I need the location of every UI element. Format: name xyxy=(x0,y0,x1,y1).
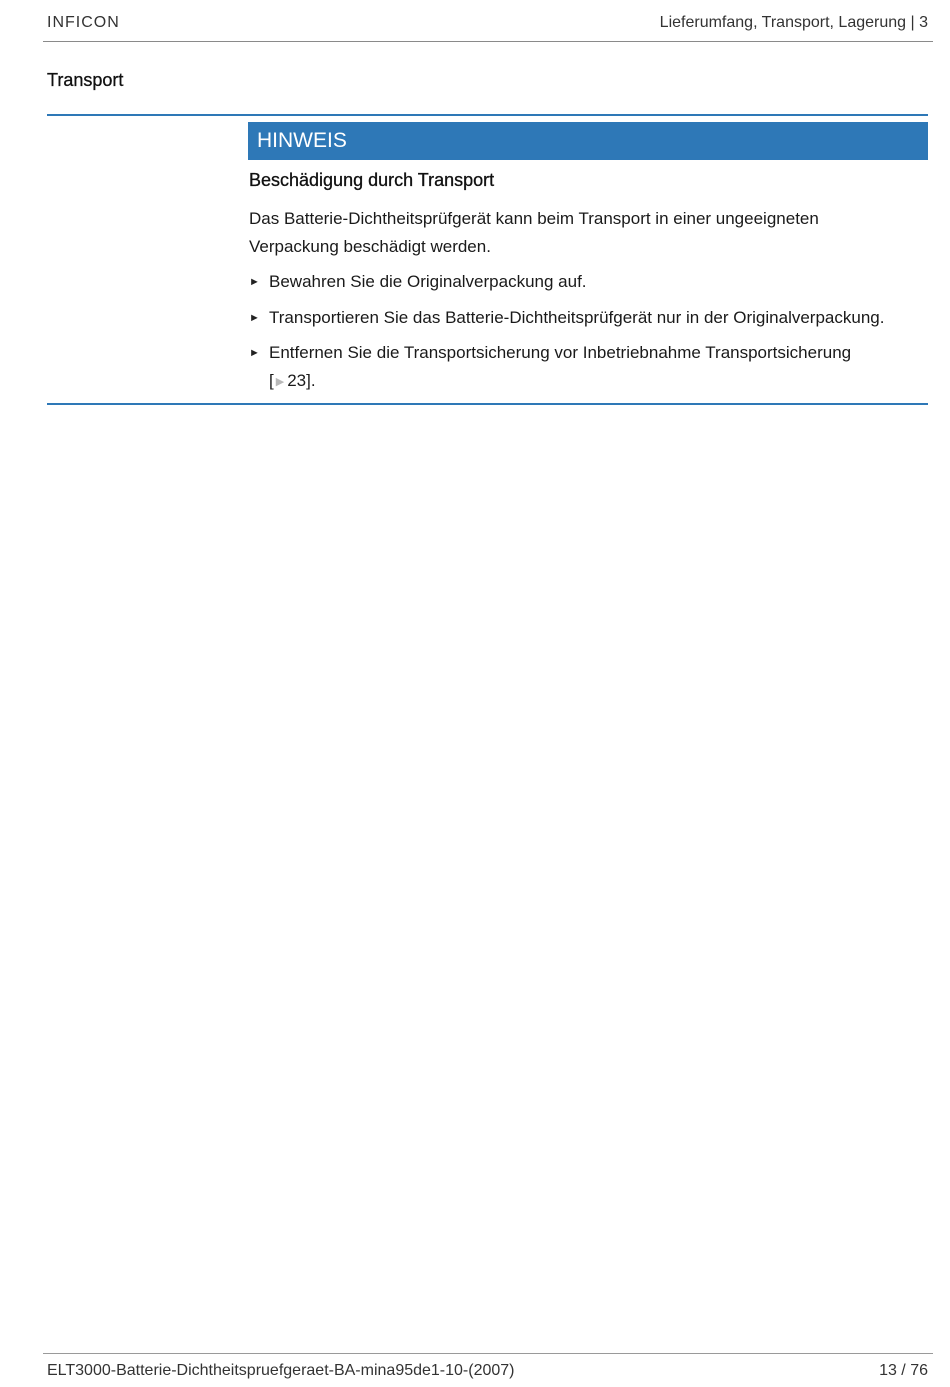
bullet-arrow-icon: ► xyxy=(249,276,260,288)
bullet-text: Bewahren Sie die Originalverpackung auf. xyxy=(269,272,587,291)
bullet-arrow-icon: ► xyxy=(249,312,260,324)
xref-arrow-icon: ▶ xyxy=(275,376,285,388)
document-id: ELT3000-Batterie-Dichtheitspruefgeraet-BA-mina95de1-10-(2007) xyxy=(47,1362,515,1379)
notice-subtitle: Beschädigung durch Transport xyxy=(249,170,495,190)
page-number: 13 / 76 xyxy=(879,1362,928,1379)
notice-banner xyxy=(248,122,928,160)
xref-open: [ xyxy=(269,371,274,390)
brand-name: INFICON xyxy=(47,14,120,31)
xref-page-number: 23 xyxy=(287,371,307,390)
xref-close: ]. xyxy=(306,371,316,390)
notice-top-divider xyxy=(47,114,928,116)
bullet-text xyxy=(269,339,929,396)
bullet-arrow-icon: ► xyxy=(249,347,260,359)
notice-label: HINWEIS xyxy=(257,129,347,152)
footer-divider xyxy=(43,1353,933,1354)
notice-bottom-divider xyxy=(47,403,928,405)
notice-body: Das Batterie-Dichtheitsprüfgerät kann beim Transport in einer ungeeigneten Verpackung beschädigt werden. xyxy=(249,209,819,256)
bullet-text-main: Entfernen Sie die Transportsicherung vor Inbetriebnahme Transportsicherung xyxy=(269,343,852,362)
section-title: Transport xyxy=(47,70,124,90)
chapter-title: Lieferumfang, Transport, Lagerung | 3 xyxy=(659,14,928,31)
header-divider xyxy=(43,41,933,42)
cross-reference-link[interactable] xyxy=(269,371,316,390)
page-header xyxy=(47,14,928,36)
bullet-text: Transportieren Sie das Batterie-Dichtheitsprüfgerät nur in der Originalverpackung. xyxy=(269,308,885,327)
